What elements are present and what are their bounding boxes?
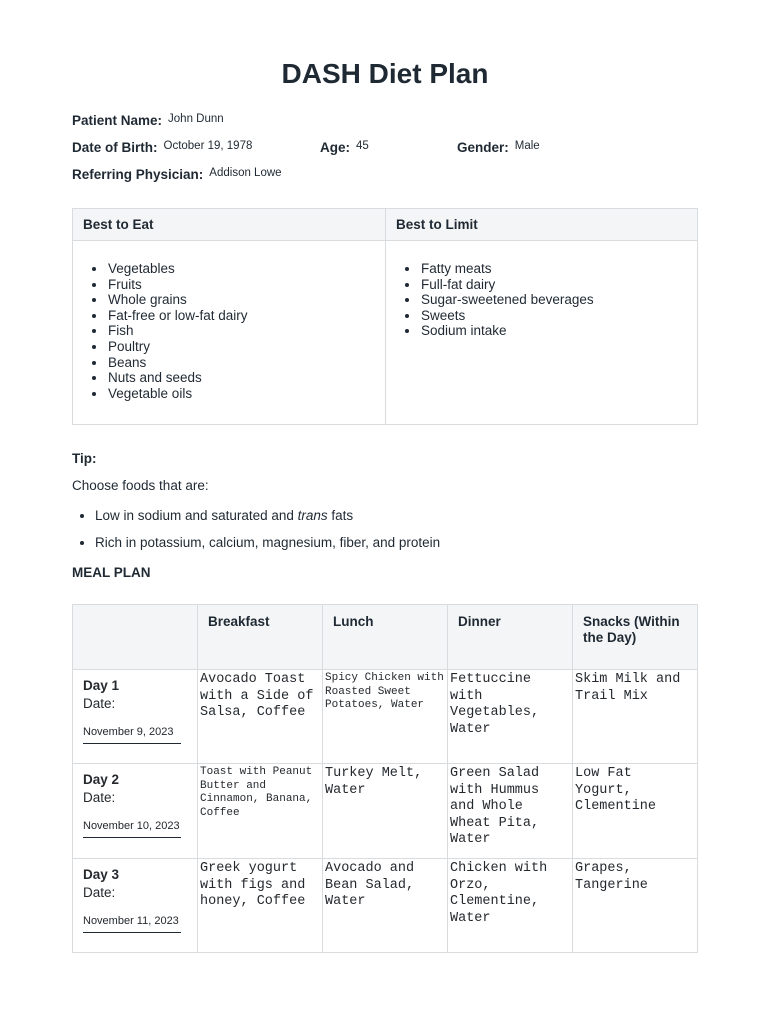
tip-item: [95, 508, 440, 535]
day-cell: [73, 764, 198, 859]
dob-row: [72, 140, 252, 155]
snacks-cell: Grapes, Tangerine: [573, 859, 698, 953]
date-value: November 9, 2023: [83, 724, 181, 744]
date-label: Date:: [83, 789, 116, 805]
list-item: • Fruits: [107, 277, 375, 293]
best-to-eat-list: [83, 261, 375, 401]
day-cell: [73, 859, 198, 953]
physician-row: [72, 167, 282, 182]
table-row: [73, 764, 698, 859]
gender-value: Male: [514, 140, 540, 152]
tip-list: [72, 508, 440, 561]
list-item: • Beans: [107, 355, 375, 371]
day-label: Day 3: [83, 867, 120, 882]
list-item: • Sweets: [420, 308, 687, 324]
tip-heading: Tip:: [72, 451, 97, 466]
list-item: • Nuts and seeds: [107, 370, 375, 386]
list-item: • Whole grains: [107, 292, 375, 308]
patient-name-row: [72, 113, 224, 128]
day-cell: [73, 670, 198, 764]
gender-label: Gender:: [457, 140, 509, 155]
breakfast-cell: Avocado Toast with a Side of Salsa, Coffee: [198, 670, 323, 764]
breakfast-cell: Toast with Peanut Butter and Cinnamon, Banana, Coffee: [198, 764, 323, 859]
physician-label: Referring Physician:: [72, 167, 204, 182]
date-label: Date:: [83, 695, 116, 711]
table-header-row: [73, 605, 698, 670]
list-item: • Vegetables: [107, 261, 375, 277]
header-breakfast: Breakfast: [198, 605, 323, 670]
best-to-eat-header: Best to Eat: [73, 209, 386, 241]
lunch-cell: Spicy Chicken with Roasted Sweet Potatoes, Water: [323, 670, 448, 764]
date-value: November 11, 2023: [83, 913, 181, 933]
snacks-cell: Low Fat Yogurt, Clementine: [573, 764, 698, 859]
best-to-limit-cell: [386, 241, 698, 425]
best-to-eat-cell: [73, 241, 386, 425]
breakfast-cell: Greek yogurt with figs and honey, Coffee: [198, 859, 323, 953]
physician-value: Addison Lowe: [209, 167, 282, 179]
day-label: Day 1: [83, 678, 120, 693]
tip-item-emphasis: trans: [297, 508, 328, 523]
tip-item-text: fats: [327, 508, 354, 523]
tip-item: • Rich in potassium, calcium, magnesium, fiber, and protein: [95, 535, 440, 562]
age-value: 45: [356, 140, 369, 152]
list-item: • Fatty meats: [420, 261, 687, 277]
lunch-cell: Avocado and Bean Salad, Water: [323, 859, 448, 953]
list-item: • Fat-free or low-fat dairy: [107, 308, 375, 324]
dinner-cell: Green Salad with Hummus and Whole Wheat Pita, Water: [448, 764, 573, 859]
best-to-limit-header: Best to Limit: [386, 209, 698, 241]
patient-name-label: Patient Name:: [72, 113, 163, 128]
list-item: • Full-fat dairy: [420, 277, 687, 293]
header-snacks: Snacks (Within the Day): [573, 605, 698, 670]
lunch-cell: Turkey Melt, Water: [323, 764, 448, 859]
best-to-limit-list: [396, 261, 687, 339]
list-item: • Poultry: [107, 339, 375, 355]
dob-label: Date of Birth:: [72, 140, 158, 155]
date-value: November 10, 2023: [83, 818, 181, 838]
meal-plan-heading: MEAL PLAN: [72, 565, 151, 580]
tip-intro: Choose foods that are:: [72, 478, 209, 493]
snacks-cell: Skim Milk and Trail Mix: [573, 670, 698, 764]
list-item: • Vegetable oils: [107, 386, 375, 402]
dinner-cell: Chicken with Orzo, Clementine, Water: [448, 859, 573, 953]
patient-name-value: John Dunn: [168, 113, 224, 125]
age-label: Age:: [320, 140, 350, 155]
header-dinner: Dinner: [448, 605, 573, 670]
meal-plan-table: [72, 604, 698, 953]
header-lunch: Lunch: [323, 605, 448, 670]
day-label: Day 2: [83, 772, 120, 787]
list-item: • Fish: [107, 323, 375, 339]
date-label: Date:: [83, 884, 116, 900]
gender-row: [457, 140, 540, 155]
age-row: [320, 140, 369, 155]
dinner-cell: Fettuccine with Vegetables, Water: [448, 670, 573, 764]
dob-value: October 19, 1978: [163, 140, 253, 152]
list-item: • Sodium intake: [420, 323, 687, 339]
table-row: [73, 859, 698, 953]
food-guide-table: [72, 208, 698, 425]
table-row: [73, 670, 698, 764]
page-title: DASH Diet Plan: [281, 58, 489, 89]
list-item: • Sugar-sweetened beverages: [420, 292, 687, 308]
tip-item-text: Low in sodium and saturated and: [95, 508, 298, 523]
header-day: [73, 605, 198, 670]
